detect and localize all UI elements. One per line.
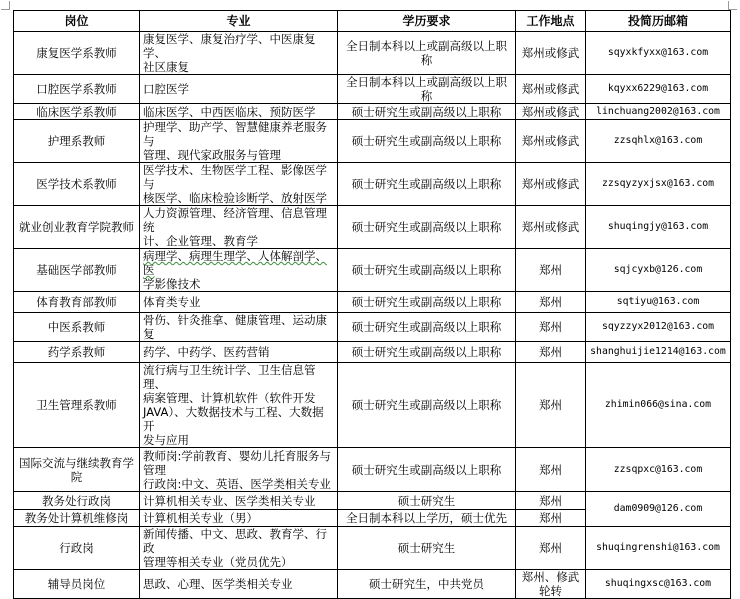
major-cell: 教师岗:学前教育、婴幼儿托育服务与 管理 行政岗:中文、英语、医学类相关专业 [140, 448, 338, 492]
position-cell: 基础医学部教师 [14, 249, 140, 292]
header-education: 学历要求 [338, 11, 516, 32]
table-row [14, 313, 731, 342]
location-cell: 郑州 [516, 363, 586, 448]
location-cell: 郑州、修武轮转 [516, 570, 586, 599]
major-cell: 口腔医学 [140, 75, 338, 104]
major-cell: 病理学、病理生理学、人体解剖学、医 学影像技术 [140, 249, 338, 292]
position-cell: 卫生管理系教师 [14, 363, 140, 448]
location-cell: 郑州或修武 [516, 104, 586, 120]
education-cell: 硕士研究生，中共党员 [338, 570, 516, 599]
location-cell: 郑州或修武 [516, 206, 586, 249]
table-row [14, 206, 731, 249]
table-row [14, 163, 731, 206]
email-cell: sqjcyxb@126.com [586, 249, 731, 292]
email-cell: shuqingjy@163.com [586, 206, 731, 249]
email-cell: zzsqhlx@163.com [586, 120, 731, 163]
location-cell: 郑州或修武 [516, 75, 586, 104]
table-row [14, 292, 731, 313]
position-cell: 辅导员岗位 [14, 570, 140, 599]
email-cell: dam0909@126.com [586, 492, 731, 527]
table-row [14, 492, 731, 510]
education-cell: 全日制本科以上或副高级以上职称 [338, 32, 516, 75]
position-cell: 中医系教师 [14, 313, 140, 342]
major-cell: 人力资源管理、经济管理、信息管理统 计、企业管理、教育学 [140, 206, 338, 249]
education-cell: 硕士研究生或副高级以上职称 [338, 363, 516, 448]
header-position: 岗位 [14, 11, 140, 32]
education-cell: 硕士研究生或副高级以上职称 [338, 206, 516, 249]
major-cell: 临床医学、中西医临床、预防医学 [140, 104, 338, 120]
location-cell: 郑州 [516, 510, 586, 527]
recruitment-table [13, 10, 731, 599]
table-row [14, 570, 731, 599]
education-cell: 硕士研究生或副高级以上职称 [338, 163, 516, 206]
education-cell: 全日制本科以上学历，硕士优先 [338, 510, 516, 527]
education-cell: 硕士研究生或副高级以上职称 [338, 104, 516, 120]
education-cell: 全日制本科以上或副高级以上职称 [338, 75, 516, 104]
major-cell: 流行病与卫生统计学、卫生信息管理、 病案管理、计算机软件（软件开发 JAVA）、大数据技术与工程、大数据开 发与应用 [140, 363, 338, 448]
location-cell: 郑州 [516, 313, 586, 342]
email-cell: sqyzzyx2012@163.com [586, 313, 731, 342]
location-cell: 郑州 [516, 448, 586, 492]
email-cell: zzsqyzyxjsx@163.com [586, 163, 731, 206]
major-cell: 骨伤、针灸推拿、健康管理、运动康复 [140, 313, 338, 342]
education-cell: 硕士研究生 [338, 492, 516, 510]
position-cell: 护理系教师 [14, 120, 140, 163]
location-cell: 郑州 [516, 292, 586, 313]
position-cell: 国际交流与继续教育学院 [14, 448, 140, 492]
email-cell: zzsqpxc@163.com [586, 448, 731, 492]
table-row [14, 104, 731, 120]
position-cell: 体育教育部教师 [14, 292, 140, 313]
email-cell: shuqingxsc@163.com [586, 570, 731, 599]
education-cell: 硕士研究生或副高级以上职称 [338, 448, 516, 492]
major-cell: 医学技术、生物医学工程、影像医学与 核医学、临床检验诊断学、放射医学 [140, 163, 338, 206]
email-cell: shanghuijie1214@163.com [586, 342, 731, 363]
header-email: 投简历邮箱 [586, 11, 731, 32]
position-cell: 教务处计算机维修岗 [14, 510, 140, 527]
page-corner-mark-right [728, 1, 737, 10]
major-cell: 体育类专业 [140, 292, 338, 313]
email-cell: sqyxkfyxx@163.com [586, 32, 731, 75]
email-cell: shuqingrenshi@163.com [586, 527, 731, 570]
major-cell: 计算机相关专业（男） [140, 510, 338, 527]
table-row [14, 342, 731, 363]
major-cell: 新闻传播、中文、思政、教育学、行政 管理等相关专业（党员优先） [140, 527, 338, 570]
table-row [14, 32, 731, 75]
position-cell: 医学技术系教师 [14, 163, 140, 206]
major-cell: 护理学、助产学、智慧健康养老服务与 管理、现代家政服务与管理 [140, 120, 338, 163]
table-row [14, 527, 731, 570]
education-cell: 硕士研究生或副高级以上职称 [338, 249, 516, 292]
education-cell: 硕士研究生或副高级以上职称 [338, 342, 516, 363]
position-cell: 就业创业教育学院教师 [14, 206, 140, 249]
table-row [14, 120, 731, 163]
education-cell: 硕士研究生或副高级以上职称 [338, 292, 516, 313]
position-cell: 临床医学系教师 [14, 104, 140, 120]
position-cell: 康复医学系教师 [14, 32, 140, 75]
location-cell: 郑州或修武 [516, 120, 586, 163]
location-cell: 郑州 [516, 249, 586, 292]
education-cell: 硕士研究生 [338, 527, 516, 570]
table-row [14, 448, 731, 492]
header-location: 工作地点 [516, 11, 586, 32]
table-row [14, 363, 731, 448]
header-row [14, 11, 731, 32]
location-cell: 郑州或修武 [516, 32, 586, 75]
position-cell: 教务处行政岗 [14, 492, 140, 510]
table-row [14, 249, 731, 292]
location-cell: 郑州 [516, 342, 586, 363]
email-cell: sqtiyu@163.com [586, 292, 731, 313]
location-cell: 郑州或修武 [516, 163, 586, 206]
education-cell: 硕士研究生或副高级以上职称 [338, 120, 516, 163]
major-cell: 计算机相关专业、医学类相关专业 [140, 492, 338, 510]
email-cell: kqyxx6229@163.com [586, 75, 731, 104]
position-cell: 行政岗 [14, 527, 140, 570]
education-cell: 硕士研究生或副高级以上职称 [338, 313, 516, 342]
page-corner-mark-left [1, 1, 10, 10]
email-cell: zhimin066@sina.com [586, 363, 731, 448]
position-cell: 口腔医学系教师 [14, 75, 140, 104]
major-cell: 思政、心理、医学类相关专业 [140, 570, 338, 599]
major-cell: 药学、中药学、医药营销 [140, 342, 338, 363]
position-cell: 药学系教师 [14, 342, 140, 363]
table-row [14, 75, 731, 104]
major-cell: 康复医学、康复治疗学、中医康复学、 社区康复 [140, 32, 338, 75]
email-cell: linchuang2002@163.com [586, 104, 731, 120]
location-cell: 郑州 [516, 492, 586, 510]
header-major: 专业 [140, 11, 338, 32]
location-cell: 郑州 [516, 527, 586, 570]
